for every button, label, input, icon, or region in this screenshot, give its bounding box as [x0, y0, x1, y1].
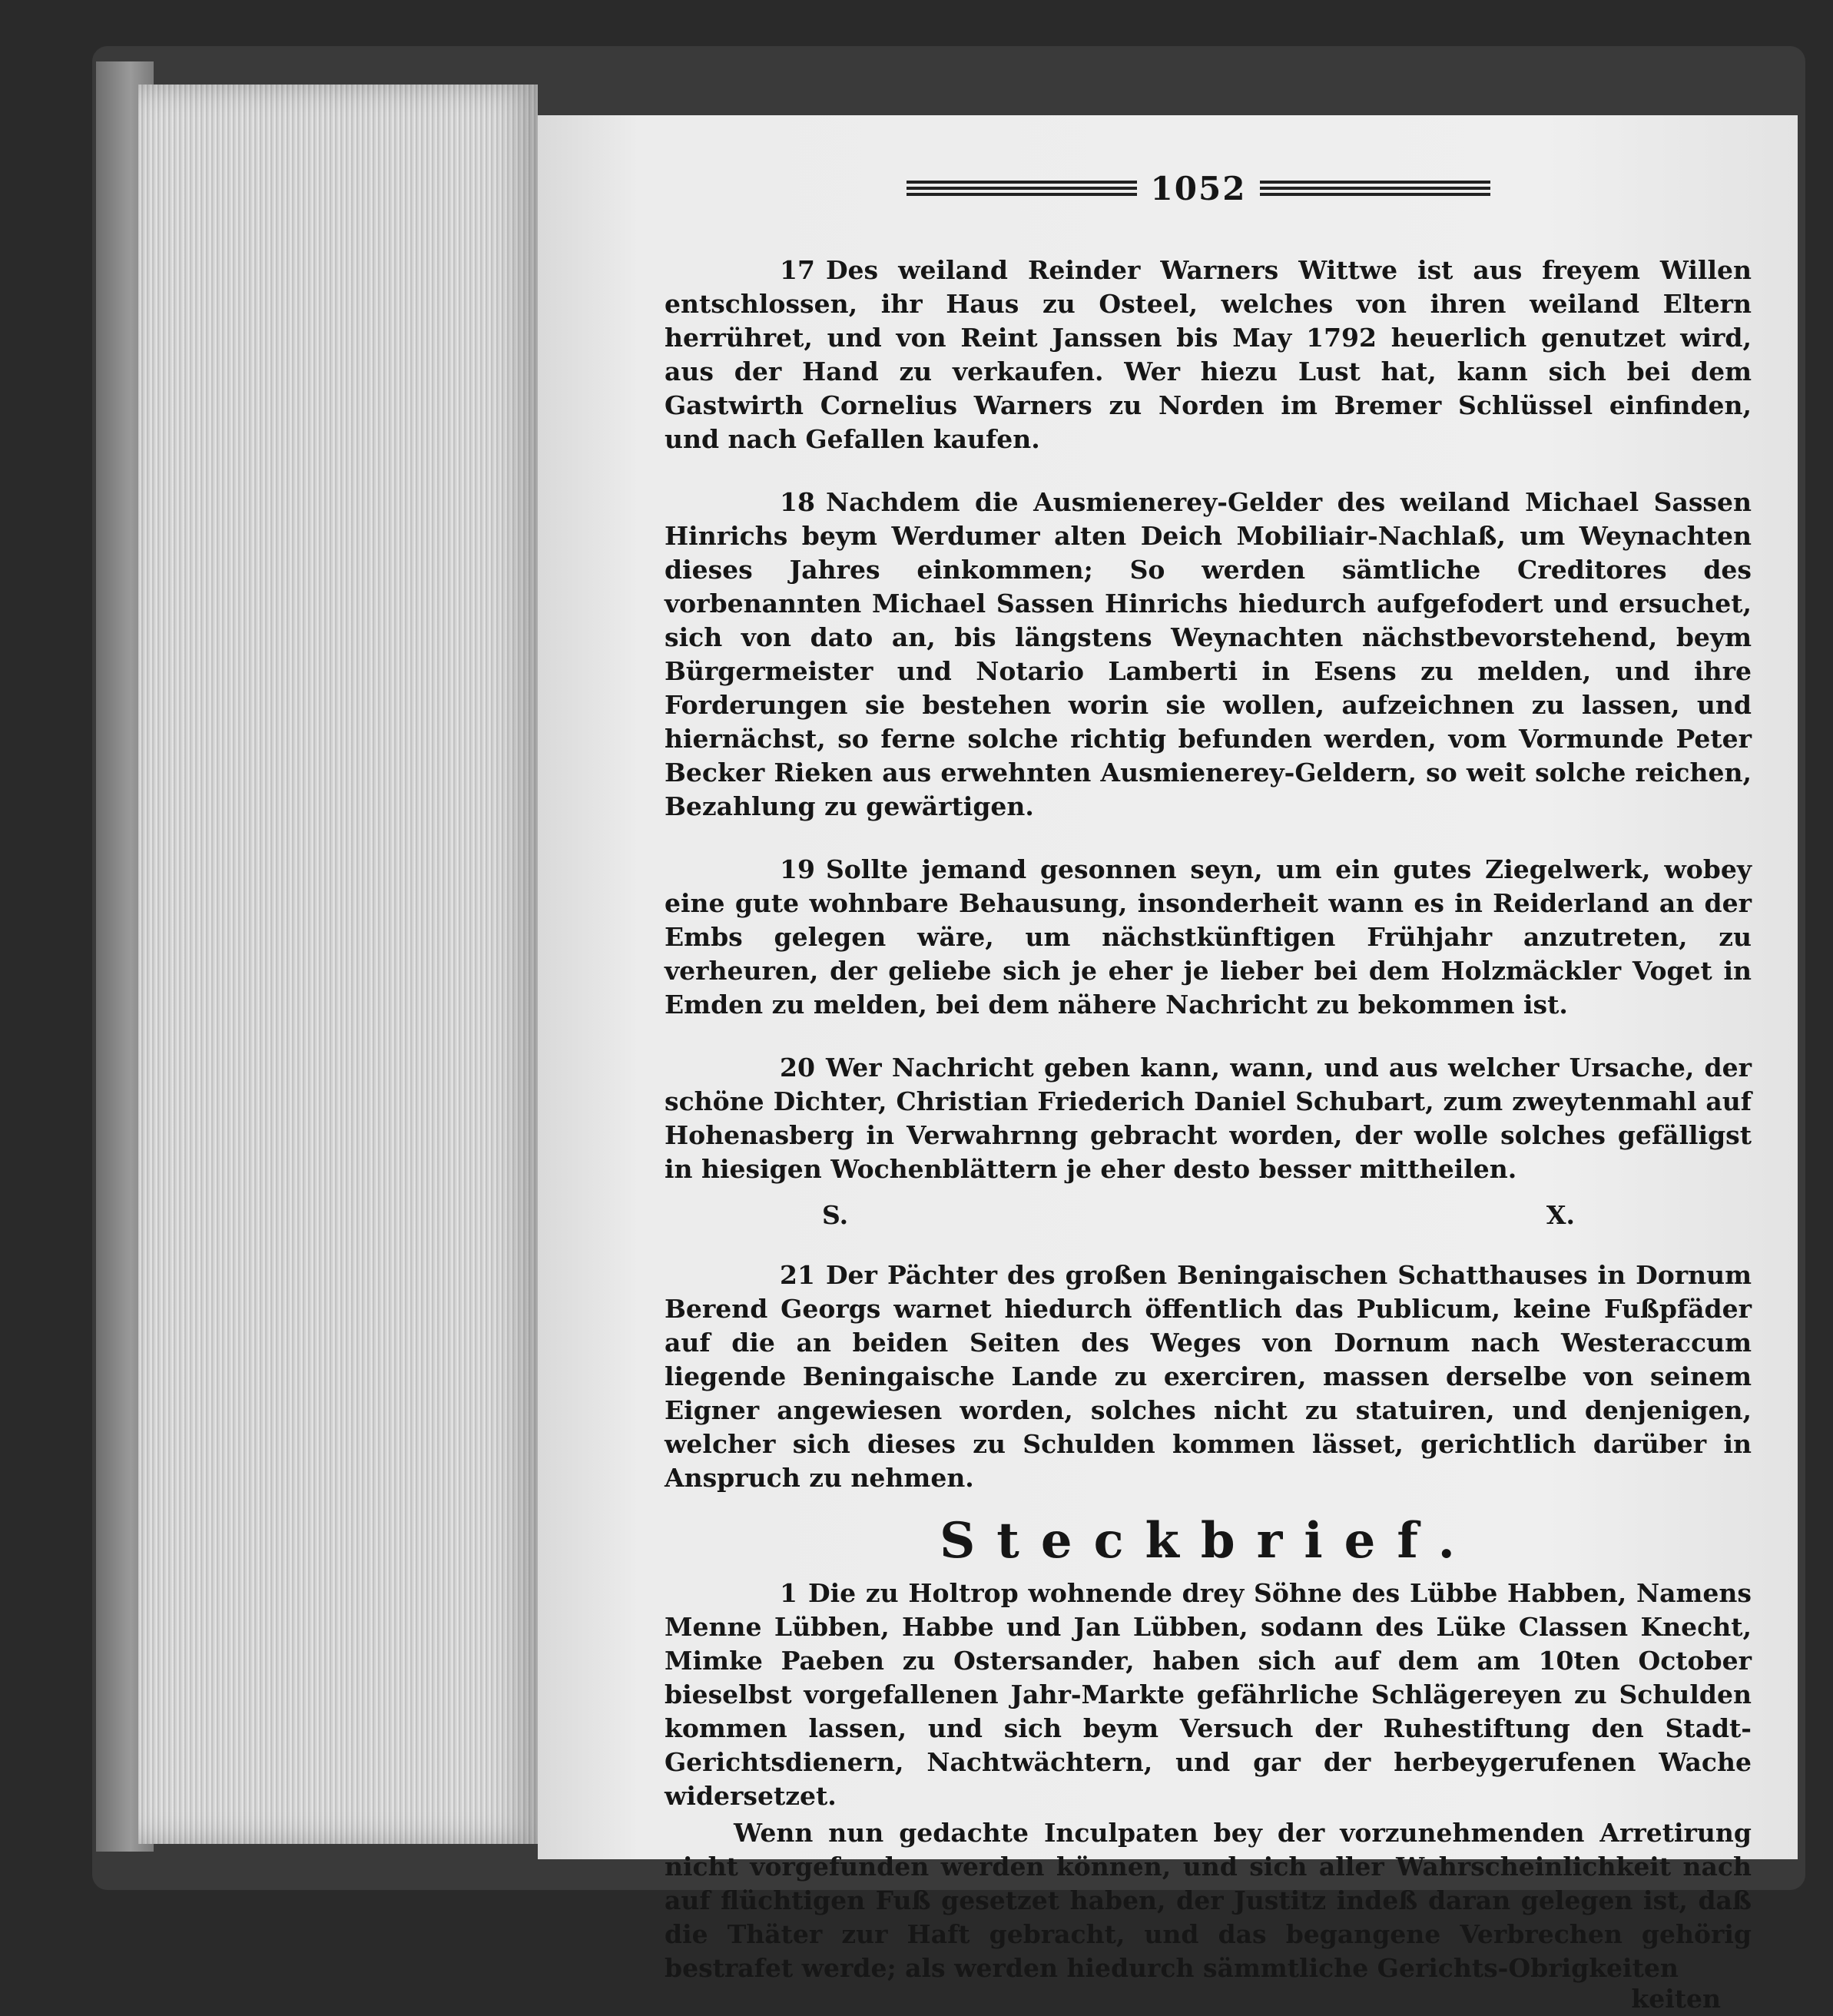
page-edges [138, 85, 538, 1844]
signature-left: S. [822, 1200, 849, 1230]
header-rule-left [907, 181, 1137, 196]
page-body [665, 254, 1752, 2016]
notice-17 [665, 254, 1752, 456]
notice-text: Sollte jemand gesonnen seyn, um ein gutes Ziegelwerk, wobey eine gute wohnbare Behausung, insonderheit wann es in Reiderland an der Embs gelegen wäre, um nächstkünftigen Frühjahr anzutreten, zu verheuren, der geliebe sich je eher je lieber bei dem Holzmäckler Voget in Emden zu melden, bei dem nähere Nachricht zu bekommen ist. [665, 854, 1752, 1020]
notice-text: Der Pächter des großen Beningaischen Schatthauses in Dornum Berend Georgs warnet hiedurch öffentlich das Publicum, keine Fußpfäder auf die an beiden Seiten des Weges von Dornum nach Westeraccum liegende Beningaische Lande zu exerciren, massen derselbe von seinem Eigner angewiesen worden, solches nicht zu statuiren, und denjenigen, welcher sich dieses zu Schulden kommen lässet, gerichtlich darüber in Anspruch zu nehmen. [665, 1260, 1752, 1493]
steckbrief-continuation: Wenn nun gedachte Inculpaten bey der vorzunehmenden Arretirung nicht vorgefunden werden können, und sich aller Wahrscheinlichkeit nach auf flüchtigen Fuß gesetzet haben, der Justitz indeß daran gelegen ist, daß die Thäter zur Haft gebracht, und das begangene Verbrechen gehörig bestrafet werde; als werden hiedurch sämmtliche Gerichts-Obrigkeiten [665, 1818, 1752, 1983]
notice-text: Wer Nachricht geben kann, wann, und aus welcher Ursache, der schöne Dichter, Christian Friederich Daniel Schubart, zum zweytenmahl auf Hohenasberg in Verwahrnng gebracht worden, der wolle solches gefälligst in hiesigen Wochenblättern je eher desto besser mittheilen. [665, 1053, 1752, 1184]
notice-number: 1 [780, 1578, 797, 1608]
signature-line [665, 1199, 1752, 1232]
notice-18 [665, 486, 1752, 824]
section-heading: Steckbrief. [940, 1512, 1477, 1570]
page-number: 1052 [1150, 170, 1247, 207]
book-page [538, 115, 1798, 2014]
notice-text: Des weiland Reinder Warners Wittwe ist aus freyem Willen entschlossen, ihr Haus zu Osteel, welches von ihren weiland Eltern herrühret, und von Reint Janssen bis May 1792 heuerlich genutzet wird, aus der Hand zu verkaufen. Wer hiezu Lust hat, kann sich bei dem Gastwirth Cornelius Warners zu Norden im Bremer Schlüssel einfinden, und nach Gefallen kaufen. [665, 255, 1752, 454]
notice-number: 21 [780, 1260, 815, 1290]
steckbrief-1 [665, 1577, 1752, 1813]
notice-number: 19 [780, 854, 815, 884]
notice-text: Die zu Holtrop wohnende drey Söhne des Lübbe Habben, Namens Menne Lübben, Habbe und Jan Lübben, sodann des Lüke Classen Knecht, Mimke Paeben zu Ostersander, haben sich auf dem am 10ten October bieselbst vorgefallenen Jahr-Markte gefährliche Schlägereyen zu Schulden kommen lassen, und sich beym Versuch der Ruhestiftung den Stadt-Gerichtsdienern, Nachtwächtern, und gar der herbeygerufenen Wache widersetzet. [665, 1578, 1752, 1811]
notice-19 [665, 853, 1752, 1022]
notice-number: 18 [780, 487, 815, 517]
catchword: keiten [1631, 1984, 1721, 2014]
notice-number: 17 [780, 255, 815, 285]
notice-20 [665, 1051, 1752, 1186]
page-header [907, 170, 1490, 207]
signature-right: X. [1546, 1200, 1575, 1230]
notice-21 [665, 1258, 1752, 1495]
header-rule-right [1260, 181, 1490, 196]
notice-text: Nachdem die Ausmienerey-Gelder des weiland Michael Sassen Hinrichs beym Werdumer alten Deich Mobiliair-Nachlaß, um Weynachten dieses Jahres einkommen; So werden sämtliche Creditores des vorbenannten Michael Sassen Hinrichs hiedurch aufgefodert und ersuchet, sich von dato an, bis längstens Weynachten nächstbevorstehend, beym Bürgermeister und Notario Lamberti in Esens zu melden, und ihre Forderungen sie bestehen worin sie wollen, aufzeichnen zu lassen, und hiernächst, so ferne solche richtig befunden werden, vom Vormunde Peter Becker Rieken aus erwehnten Ausmienerey-Geldern, so weit solche reichen, Bezahlung zu gewärtigen. [665, 487, 1752, 821]
notice-number: 20 [780, 1053, 815, 1083]
